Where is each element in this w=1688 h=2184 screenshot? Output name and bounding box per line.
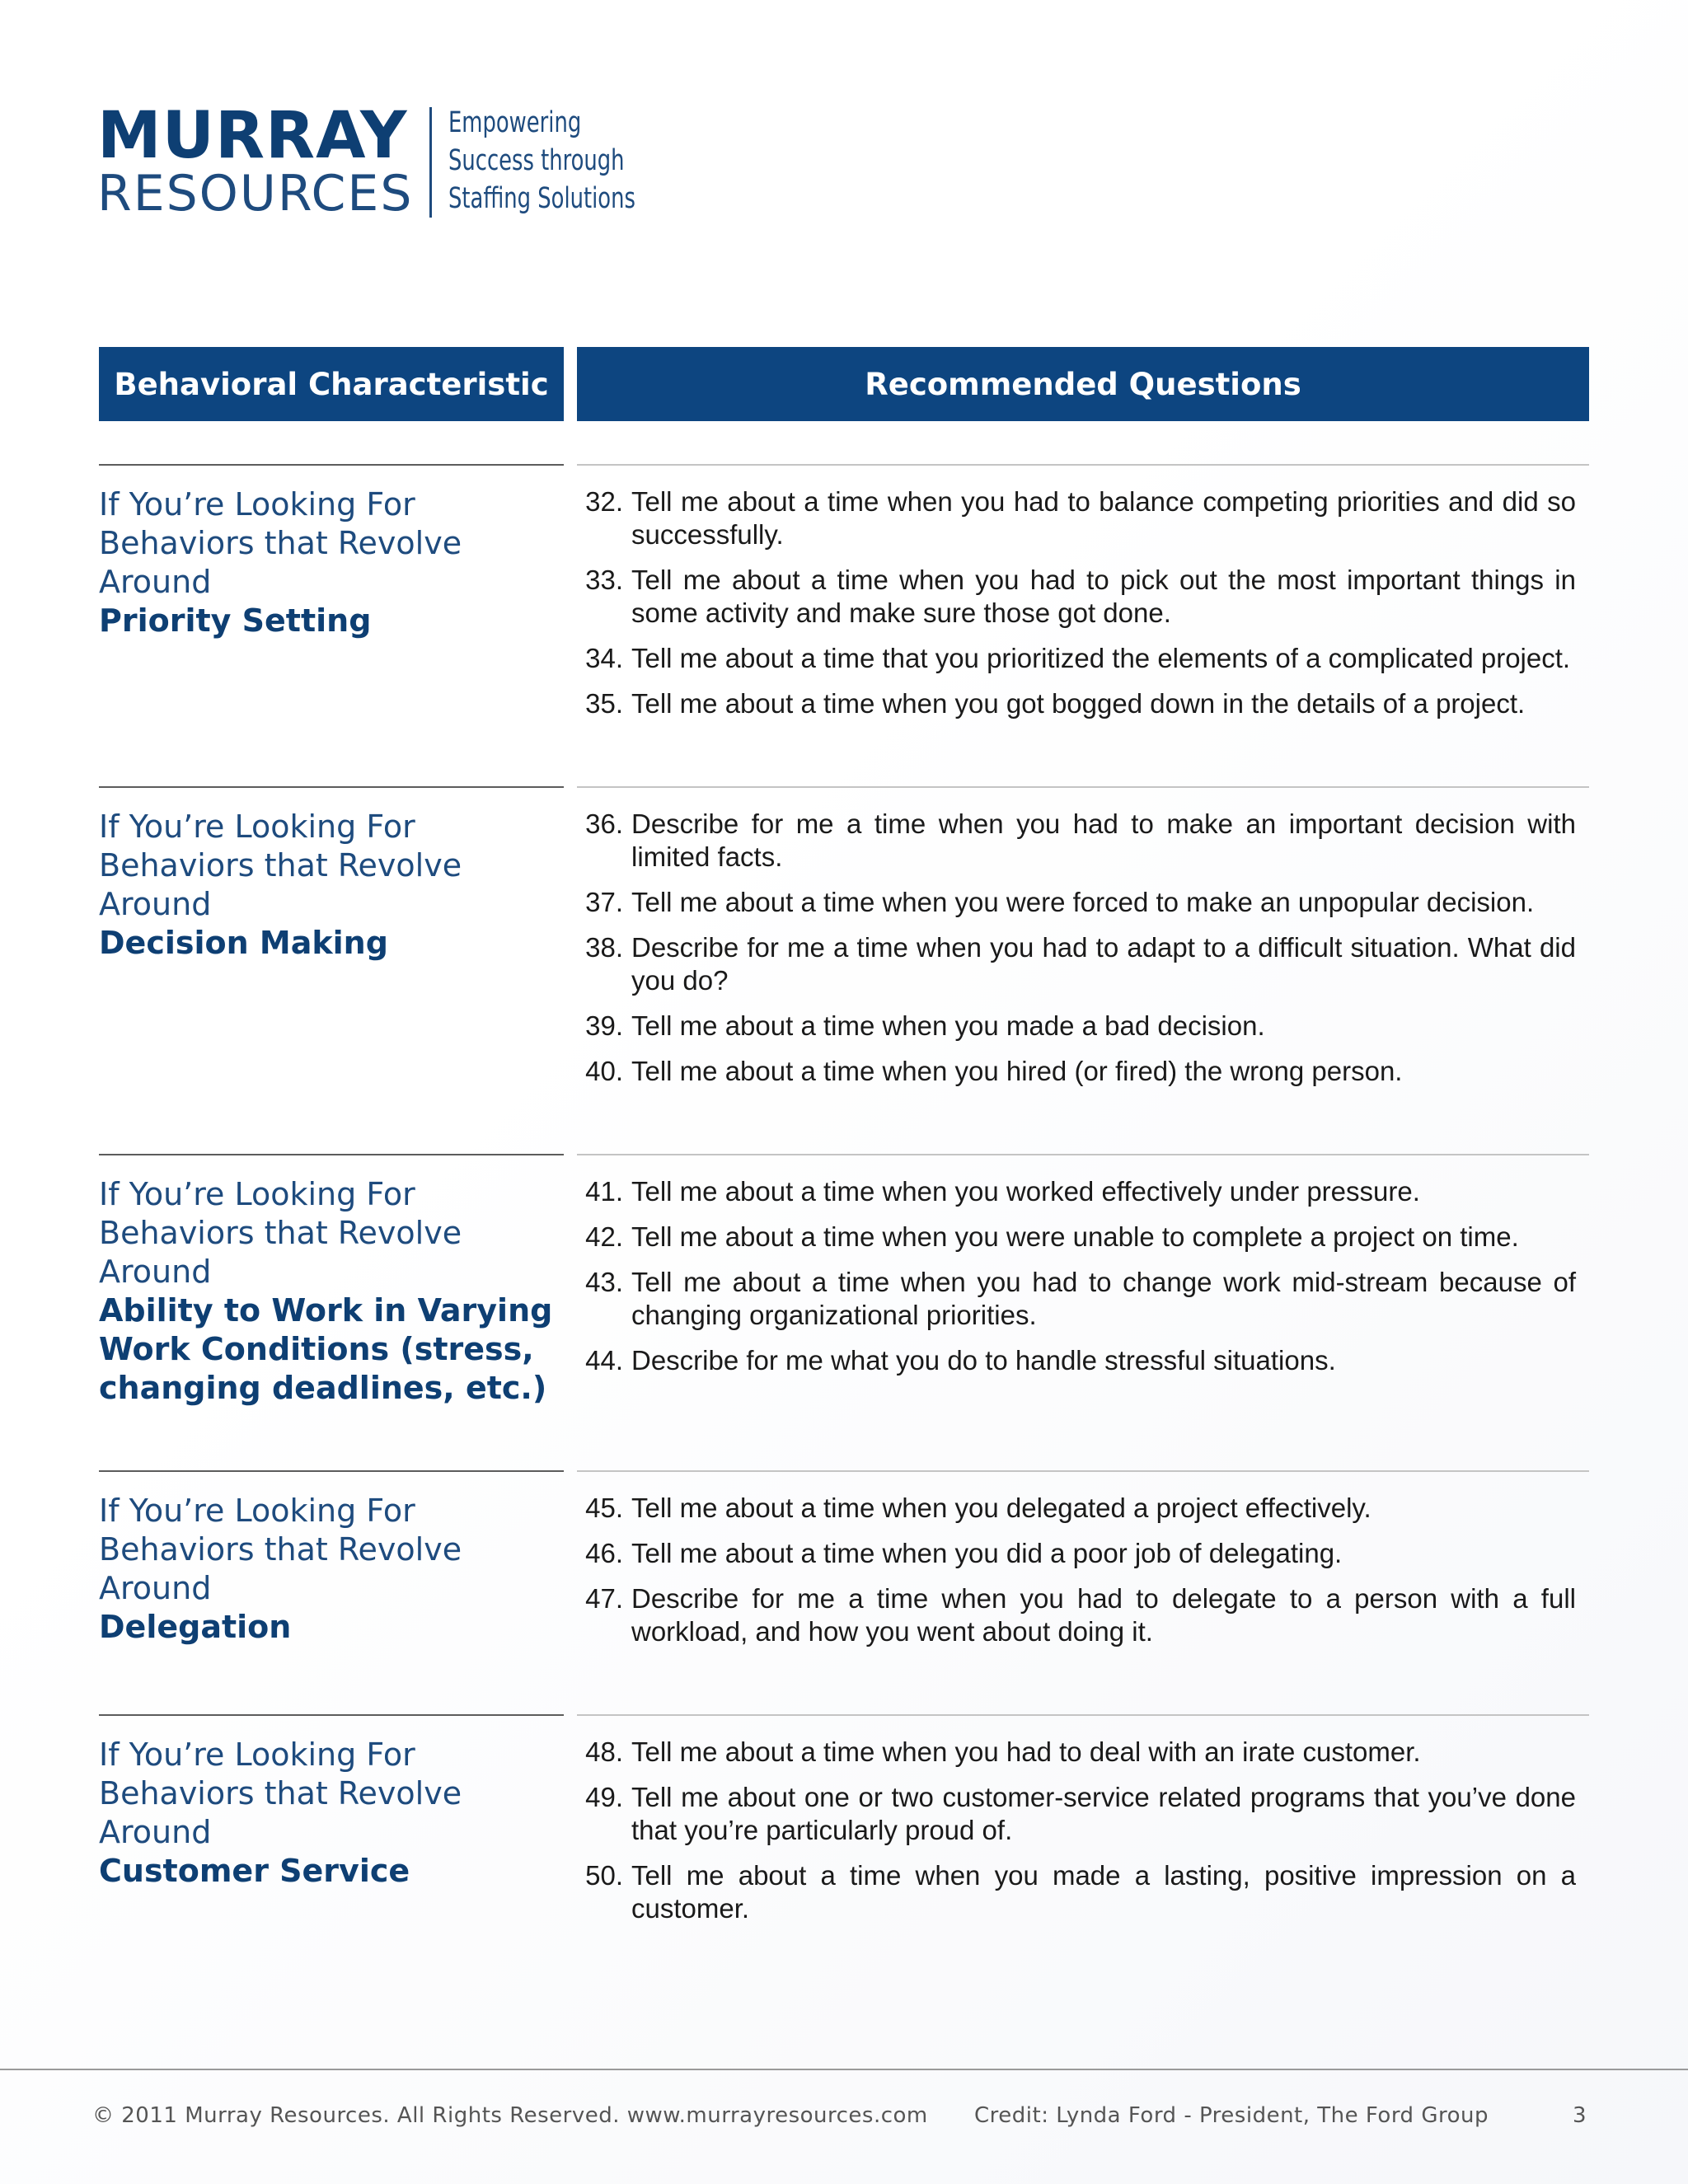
question-text: Tell me about a time when you delegated a project effectively. [631,1493,1372,1523]
behavior-intro: If You’re Looking For Behaviors that Revolve Around [99,486,462,600]
question-text: Describe for me what you do to handle stressful situations. [631,1345,1336,1376]
section-divider-left [99,1714,564,1716]
question-item [577,1492,1576,1525]
header-behavioral-characteristic: Behavioral Characteristic [99,347,564,421]
question-number: 39. [585,1010,623,1041]
question-number: 43. [585,1267,623,1297]
question-item [577,1582,1576,1648]
question-item [577,1175,1576,1208]
question-text: Tell me about a time when you had to pick out the most important things in some activity and make sure those got done. [631,565,1576,628]
question-item [577,808,1576,874]
question-item [577,1266,1576,1332]
question-number: 47. [585,1583,623,1614]
question-number: 32. [585,486,623,517]
question-item [577,1781,1576,1847]
section-divider-left [99,464,564,466]
section-divider-right [577,1714,1589,1716]
section-divider-right [577,464,1589,466]
question-number: 49. [585,1782,623,1812]
question-text: Tell me about a time when you hired (or fired) the wrong person. [631,1056,1403,1086]
behavior-label [99,808,569,963]
question-item [577,1055,1576,1088]
section-divider-left [99,1470,564,1472]
question-item [577,642,1576,675]
footer-credit: Credit: Lynda Ford - President, The Ford Group [974,2103,1489,2128]
question-item [577,931,1576,997]
question-list [577,808,1576,1100]
logo-divider [429,107,432,218]
question-item [577,1537,1576,1570]
tagline-line-1: Empowering [448,106,582,139]
logo-tagline [448,104,635,218]
section-divider-left [99,786,564,788]
question-number: 40. [585,1056,623,1086]
behavior-intro: If You’re Looking For Behaviors that Revolve Around [99,1736,462,1850]
behavior-intro: If You’re Looking For Behaviors that Revolve Around [99,1176,462,1290]
question-list [577,1492,1576,1661]
page-number: 3 [1573,2103,1587,2128]
logo-bottom-text: RESOURCES [97,165,414,223]
question-number: 44. [585,1345,623,1376]
behavior-label [99,1175,569,1408]
question-number: 41. [585,1176,623,1207]
question-list [577,485,1576,733]
behavior-label [99,485,569,640]
question-text: Tell me about a time when you had to deal with an irate customer. [631,1736,1421,1767]
question-number: 50. [585,1860,623,1891]
question-text: Describe for me a time when you had to make an important decision with limited facts. [631,808,1576,872]
section-divider-right [577,1154,1589,1155]
question-item [577,886,1576,919]
question-item [577,1221,1576,1254]
question-text: Describe for me a time when you had to adapt to a difficult situation. What did you do? [631,932,1576,996]
question-number: 45. [585,1493,623,1523]
behavior-name: Priority Setting [99,602,372,639]
question-text: Tell me about a time when you had to balance competing priorities and did so successfully. [631,486,1576,550]
question-text: Tell me about a time when you made a lasting, positive impression on a customer. [631,1860,1576,1924]
footer-divider [0,2069,1688,2070]
question-number: 46. [585,1538,623,1568]
question-number: 33. [585,565,623,595]
question-text: Tell me about a time when you had to change work mid-stream because of changing organizational priorities. [631,1267,1576,1330]
question-item [577,1859,1576,1925]
behavior-name: Customer Service [99,1853,410,1889]
question-text: Describe for me a time when you had to delegate to a person with a full workload, and how you went about doing it. [631,1583,1576,1647]
behavior-name: Ability to Work in Varying Work Conditions (stress, changing deadlines, etc.) [99,1292,553,1406]
behavior-name: Delegation [99,1609,292,1645]
question-item [577,1344,1576,1377]
header-recommended-questions: Recommended Questions [577,347,1589,421]
behavior-intro: If You’re Looking For Behaviors that Revolve Around [99,808,462,922]
question-text: Tell me about a time when you worked effectively under pressure. [631,1176,1420,1207]
logo-wordmark [97,99,414,223]
question-number: 38. [585,932,623,963]
question-text: Tell me about a time when you made a bad decision. [631,1010,1265,1041]
question-text: Tell me about a time that you prioritized the elements of a complicated project. [631,643,1571,673]
footer-copyright: © 2011 Murray Resources. All Rights Reserved. www.murrayresources.com [92,2103,928,2128]
question-number: 42. [585,1221,623,1252]
question-text: Tell me about a time when you did a poor job of delegating. [631,1538,1343,1568]
question-number: 48. [585,1736,623,1767]
question-item [577,687,1576,720]
company-logo [97,99,677,223]
question-number: 35. [585,688,623,719]
question-number: 34. [585,643,623,673]
section-divider-right [577,786,1589,788]
question-item [577,564,1576,630]
behavior-label [99,1492,569,1647]
question-item [577,485,1576,551]
question-list [577,1736,1576,1938]
question-text: Tell me about a time when you got bogged down in the details of a project. [631,688,1526,719]
question-text: Tell me about a time when you were forced to make an unpopular decision. [631,887,1535,917]
logo-top-text: MURRAY [97,99,408,173]
behavior-label [99,1736,569,1891]
section-divider-right [577,1470,1589,1472]
question-text: Tell me about a time when you were unable to complete a project on time. [631,1221,1519,1252]
behavior-intro: If You’re Looking For Behaviors that Revolve Around [99,1493,462,1606]
behavior-name: Decision Making [99,925,388,961]
tagline-line-2: Success through [448,144,625,177]
question-number: 37. [585,887,623,917]
question-item [577,1736,1576,1769]
section-divider-left [99,1154,564,1155]
question-number: 36. [585,808,623,839]
question-text: Tell me about one or two customer-service related programs that you’ve done that you’re particularly proud of. [631,1782,1576,1845]
tagline-line-3: Staffing Solutions [448,182,636,215]
question-list [577,1175,1576,1390]
question-item [577,1010,1576,1043]
